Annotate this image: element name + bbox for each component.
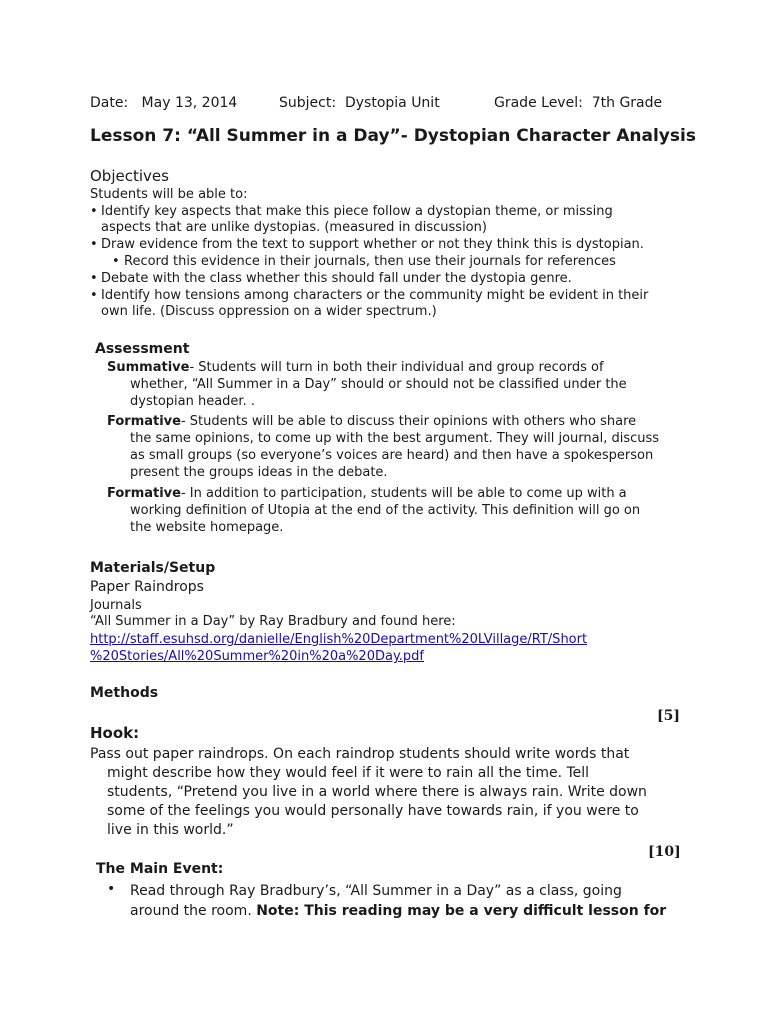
main-event-heading: The Main Event:: [96, 861, 224, 877]
objective-item-4: Debate with the class whether this should fall under the dystopia genre.: [101, 271, 572, 286]
story-link-line-2[interactable]: %20Stories/All%20Summer%20in%20a%20Day.pdf: [90, 649, 425, 664]
bullet-icon: •: [90, 204, 98, 219]
story-link-line-1[interactable]: http://staff.esuhsd.org/danielle/English%20Department%20LVillage/RT/Short: [90, 632, 588, 647]
formative-1-line-1: Formative- Students will be able to discuss their opinions with others who share: [107, 414, 637, 429]
formative-2-line-2: working definition of Utopia at the end of the activity. This definition will go on: [130, 503, 641, 518]
formative-label: Formative: [107, 414, 181, 429]
objectives-intro: Students will be able to:: [90, 187, 248, 202]
hook-line-2: might describe how they would feel if it were to rain all the time. Tell: [107, 765, 590, 781]
date-label: Date:: [90, 95, 129, 111]
objective-item-2: Draw evidence from the text to support whether or not they think this is dystopian.: [101, 237, 644, 252]
formative-2-line-3: the website homepage.: [130, 520, 284, 535]
objective-item-5-line-2: own life. (Discuss oppression on a wider spectrum.): [101, 304, 437, 319]
main-event-line-1: Read through Ray Bradbury’s, “All Summer in a Day” as a class, going: [130, 883, 622, 899]
date-value: May 13, 2014: [141, 95, 238, 111]
hook-heading: Hook:: [90, 724, 140, 742]
main-event-time: [10]: [648, 844, 681, 860]
summative-line-1: Summative- Students will turn in both their individual and group records of: [107, 360, 604, 375]
objectives-heading: Objectives: [90, 167, 169, 185]
bullet-icon: •: [90, 237, 98, 252]
methods-heading: Methods: [90, 685, 159, 701]
grade-value: 7th Grade: [591, 95, 663, 111]
formative-1-line-4: present the groups ideas in the debate.: [130, 465, 388, 480]
assessment-heading: Assessment: [95, 341, 190, 357]
header-grade: [494, 95, 662, 111]
grade-label: Grade Level:: [494, 95, 583, 111]
bullet-icon: •: [90, 288, 98, 303]
materials-heading: Materials/Setup: [90, 560, 216, 576]
formative-1-line-2: the same opinions, to come up with the best argument. They will journal, discuss: [130, 431, 660, 446]
lesson-title: Lesson 7: “All Summer in a Day”- Dystopian Character Analysis: [90, 126, 696, 146]
formative-1-line-3: as small groups (so everyone’s voices are heard) and then have a spokesperson: [130, 448, 654, 463]
hook-time: [5]: [657, 708, 680, 724]
sub-bullet-icon: •: [112, 254, 120, 269]
formative-label: Formative: [107, 486, 181, 501]
subject-label: Subject:: [279, 95, 337, 111]
materials-item-story: “All Summer in a Day” by Ray Bradbury and found here:: [90, 614, 456, 629]
summative-line-3: dystopian header. .: [130, 394, 255, 409]
bullet-icon: •: [90, 271, 98, 286]
subject-value: Dystopia Unit: [344, 95, 440, 111]
hook-line-4: some of the feelings you would personally have towards rain, if you were to: [107, 803, 639, 819]
header-date: [90, 95, 237, 111]
objective-item-1-line-2: aspects that are unlike dystopias. (measured in discussion): [101, 220, 487, 235]
hook-line-1: Pass out paper raindrops. On each raindrop students should write words that: [90, 746, 630, 762]
materials-item-raindrops: Paper Raindrops: [90, 579, 204, 595]
header-subject: [279, 95, 440, 111]
hook-line-5: live in this world.”: [107, 822, 234, 838]
materials-item-journals: Journals: [90, 598, 142, 613]
summative-label: Summative: [107, 360, 190, 375]
formative-2-line-1: Formative- In addition to participation, students will be able to come up with a: [107, 486, 627, 501]
hook-line-3: students, “Pretend you live in a world where there is always rain. Write down: [107, 784, 647, 800]
summative-line-2: whether, “All Summer in a Day” should or should not be classified under the: [130, 377, 627, 392]
main-event-line-2: around the room. Note: This reading may be a very difficult lesson for: [130, 903, 667, 919]
bullet-icon: •: [107, 881, 116, 897]
objective-item-3: Record this evidence in their journals, then use their journals for references: [124, 254, 616, 269]
note-text: Note: This reading may be a very difficult lesson for: [256, 903, 667, 919]
objective-item-5-line-1: Identify how tensions among characters or the community might be evident in their: [101, 288, 649, 303]
objective-item-1-line-1: Identify key aspects that make this piece follow a dystopian theme, or missing: [101, 204, 613, 219]
